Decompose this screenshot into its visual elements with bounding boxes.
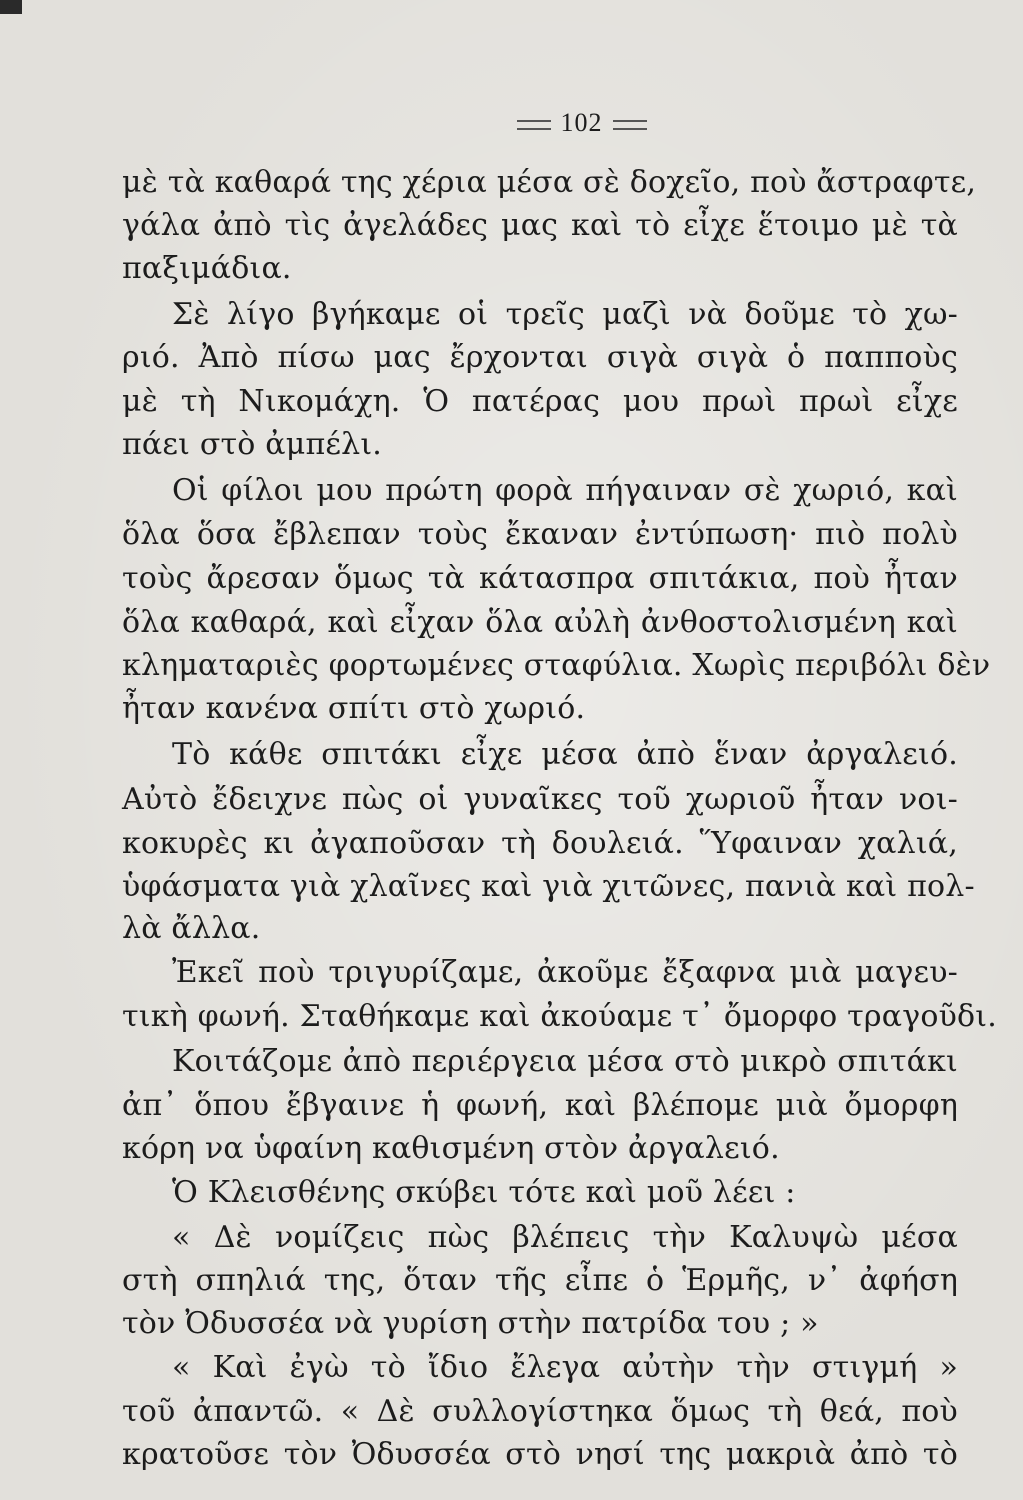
text-line: λὰ ἄλλα. [122,911,261,946]
text-line: Οἱ φίλοι μου πρώτη φορὰ πήγαιναν σὲ χωριό, καὶ [172,473,958,508]
text-line: « Δὲ νομίζεις πὼς βλέπεις τὴν Καλυψὼ μέσα [172,1220,958,1255]
text-line: κρατοῦσε τὸν Ὀδυσσέα στὸ νησί της μακριὰ ἀπὸ τὸ [122,1437,958,1472]
text-line: ἦταν κανένα σπίτι στὸ χωριό. [122,691,586,726]
text-line: πάει στὸ ἀμπέλι. [122,427,383,462]
text-line: μὲ τὰ καθαρά της χέρια μέσα σὲ δοχεῖο, ποὺ ἄστραφτε, [122,165,977,200]
text-line: Αὐτὸ ἔδειχνε πὼς οἱ γυναῖκες τοῦ χωριοῦ ἦταν νοι- [122,782,958,817]
text-line: ὅλα ὅσα ἔβλεπαν τοὺς ἔκαναν ἐντύπωση· πιὸ πολὺ [122,517,958,552]
text-line: « Καὶ ἐγὼ τὸ ἴδιο ἔλεγα αὐτὴν τὴν στιγμή » [172,1350,958,1385]
text-line: ἀπ᾽ ὅπου ἔβγαινε ἡ φωνή, καὶ βλέπομε μιὰ ὄμορφη [122,1088,958,1123]
page-number-text: 102 [560,108,603,137]
text-line: ὑφάσματα γιὰ χλαῖνες καὶ γιὰ χιτῶνες, πανιὰ καὶ πολ- [122,869,975,904]
text-line: κόρη να ὑφαίνη καθισμένη στὸν ἀργαλειό. [122,1131,780,1166]
text-line: κληματαριὲς φορτωμένες σταφύλια. Χωρὶς περιβόλι δὲν [122,648,991,683]
text-line: ριό. Ἀπὸ πίσω μας ἔρχονται σιγὰ σιγὰ ὁ παπποὺς [122,340,958,375]
text-line: τοὺς ἄρεσαν ὅμως τὰ κάτασπρα σπιτάκια, ποὺ ἦταν [122,561,958,596]
text-line: Ὁ Κλεισθένης σκύβει τότε καὶ μοῦ λέει : [172,1175,796,1210]
text-line: στὴ σπηλιά της, ὅταν τῆς εἶπε ὁ Ἑρμῆς, ν᾽ ἀφήση [122,1263,958,1298]
text-line: κοκυρὲς κι ἀγαποῦσαν τὴ δουλειά. Ὕφαιναν χαλιά, [122,826,958,861]
text-line: μὲ τὴ Νικομάχη. Ὁ πατέρας μου πρωὶ πρωὶ εἶχε [122,384,958,419]
text-line: ὅλα καθαρά, καὶ εἶχαν ὅλα αὐλὴ ἀνθοστολισμένη καὶ [122,605,958,640]
text-line: Τὸ κάθε σπιτάκι εἶχε μέσα ἀπὸ ἕναν ἀργαλειό. [172,737,958,772]
page-number [0,108,1023,138]
text-line: παξιμάδια. [122,251,292,286]
text-line: τικὴ φωνή. Σταθήκαμε καὶ ἀκούαμε τ᾽ ὄμορφο τραγοῦδι. [122,999,997,1034]
text-line: γάλα ἀπὸ τὶς ἀγελάδες μας καὶ τὸ εἶχε ἕτοιμο μὲ τὰ [122,208,958,243]
text-line: τοῦ ἀπαντῶ. « Δὲ συλλογίστηκα ὅμως τὴ θεά, ποὺ [122,1394,958,1429]
text-line: Κοιτάζομε ἀπὸ περιέργεια μέσα στὸ μικρὸ σπιτάκι [172,1044,958,1079]
text-line: Ἐκεῖ ποὺ τριγυρίζαμε, ἀκοῦμε ἔξαφνα μιὰ μαγευ- [172,955,958,990]
page-number-dash-right [613,120,647,130]
text-line: Σὲ λίγο βγήκαμε οἱ τρεῖς μαζὶ νὰ δοῦμε τὸ χω- [172,297,958,332]
text-line: τὸν Ὀδυσσέα νὰ γυρίση στὴν πατρίδα του ; » [122,1306,819,1341]
page-number-dash-left [517,120,551,130]
scan-edge-mark [0,0,22,14]
